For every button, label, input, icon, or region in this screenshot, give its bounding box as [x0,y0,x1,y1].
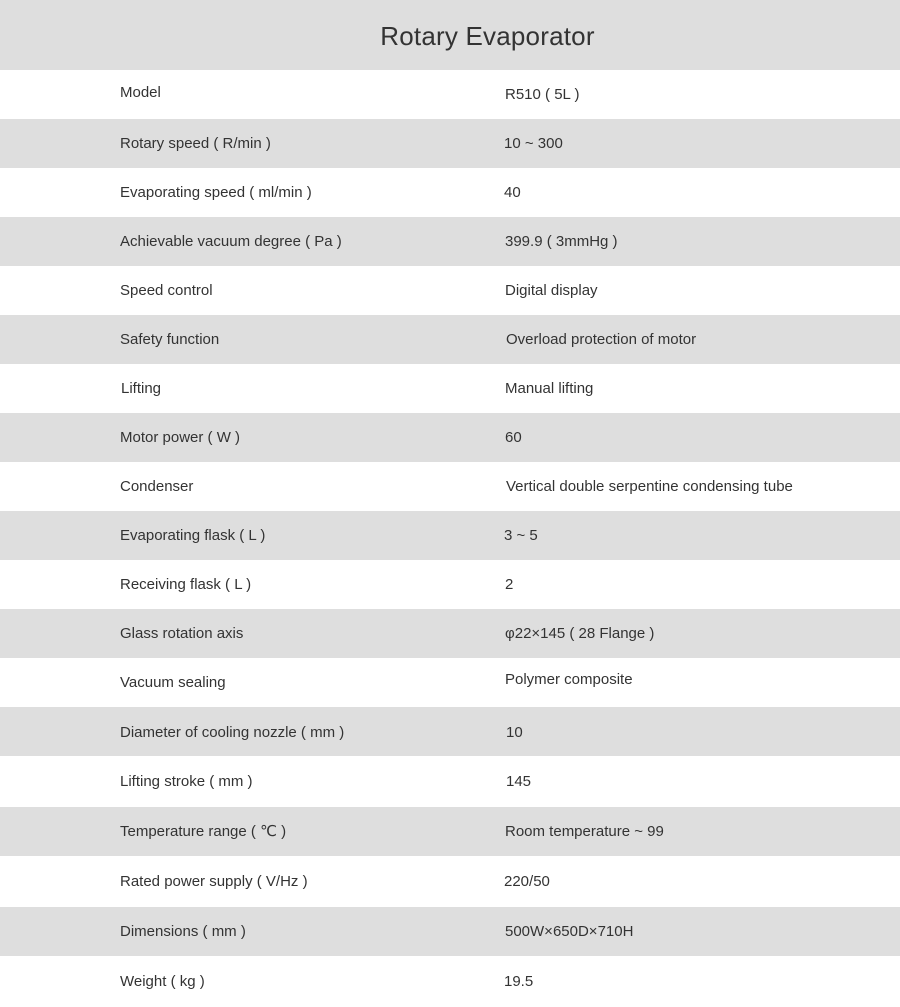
spec-label: Lifting [121,380,162,397]
spec-row-vacuum-degree [0,217,900,266]
spec-value: Polymer composite [505,671,633,688]
spec-row-cooling-nozzle [0,707,900,756]
spec-value: Room temperature ~ 99 [505,823,664,840]
spec-label: Temperature range ( ℃ ) [120,823,287,840]
spec-row-motor-power [0,413,900,462]
spec-row-receiving-flask [0,560,900,609]
spec-value: Manual lifting [505,380,594,397]
spec-row-dimensions [0,907,900,956]
spec-value: Digital display [505,282,598,299]
spec-value: 19.5 [504,973,534,990]
spec-label: Rotary speed ( R/min ) [120,135,271,152]
spec-value: R510 ( 5L ) [505,86,580,103]
spec-value: 40 [504,184,521,201]
spec-label: Speed control [120,282,213,299]
spec-value: 145 [506,773,532,790]
spec-value: 60 [505,429,522,446]
title-bar [0,0,900,70]
spec-label: Model [120,84,161,101]
spec-value: φ22×145 ( 28 Flange ) [505,625,655,642]
spec-label: Motor power ( W ) [120,429,241,446]
spec-label: Diameter of cooling nozzle ( mm ) [120,724,345,741]
spec-label: Vacuum sealing [120,674,226,691]
spec-value: Overload protection of motor [506,331,697,348]
spec-row-evaporating-flask [0,511,900,560]
spec-row-temperature-range [0,807,900,856]
spec-value: Vertical double serpentine condensing tube [506,478,793,495]
spec-row-rotary-speed [0,119,900,168]
spec-row-safety-function [0,315,900,364]
spec-row-vacuum-sealing [0,658,900,707]
spec-row-speed-control [0,266,900,315]
spec-row-model [0,70,900,119]
spec-label: Glass rotation axis [120,625,244,642]
spec-row-evaporating-speed [0,168,900,217]
spec-label: Evaporating flask ( L ) [120,527,266,544]
spec-value: 2 [505,576,514,593]
spec-label: Dimensions ( mm ) [120,923,246,940]
spec-label: Weight ( kg ) [120,973,205,990]
spec-value: 500W×650D×710H [505,923,634,940]
spec-row-condenser [0,462,900,511]
spec-label: Rated power supply ( V/Hz ) [120,873,308,890]
spec-label: Receiving flask ( L ) [120,576,252,593]
page-title: Rotary Evaporator [380,21,595,51]
spec-label: Safety function [120,331,220,348]
spec-label: Achievable vacuum degree ( Pa ) [120,233,342,250]
spec-row-rated-power-supply [0,857,900,906]
spec-row-glass-rotation-axis [0,609,900,658]
spec-row-lifting-stroke [0,757,900,806]
spec-value: 399.9 ( 3mmHg ) [505,233,618,250]
spec-row-weight [0,957,900,1007]
spec-value: 220/50 [504,873,550,890]
spec-value: 10 [506,724,523,741]
spec-label: Lifting stroke ( mm ) [120,773,253,790]
spec-label: Evaporating speed ( ml/min ) [120,184,312,201]
spec-row-lifting [0,364,900,413]
spec-value: 10 ~ 300 [504,135,563,152]
spec-value: 3 ~ 5 [504,527,538,544]
spec-label: Condenser [120,478,194,495]
